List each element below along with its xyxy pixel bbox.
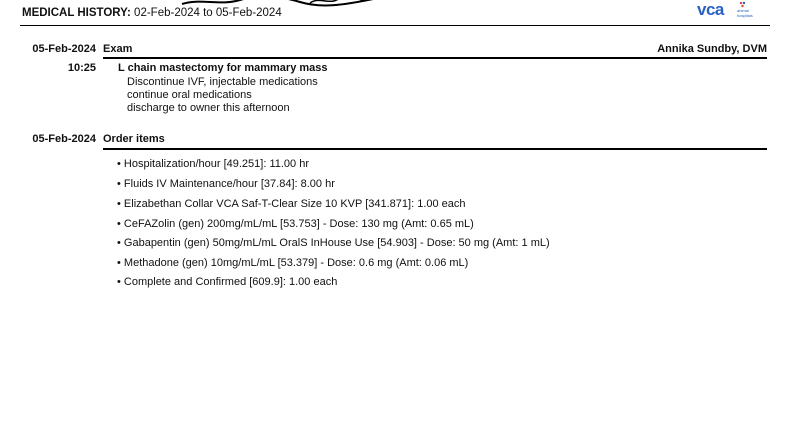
header-divider xyxy=(20,25,770,26)
order-item: • Hospitalization/hour [49.251]: 11.00 hr xyxy=(117,158,309,170)
order-item: • Complete and Confirmed [609.9]: 1.00 each xyxy=(117,276,338,288)
order-item: • Fluids IV Maintenance/hour [37.84]: 8.00 hr xyxy=(117,178,335,190)
exam-divider xyxy=(103,57,767,59)
header-date-range: 02-Feb-2024 to 05-Feb-2024 xyxy=(134,7,282,19)
exam-label: Exam xyxy=(103,43,133,55)
orders-label: Order items xyxy=(103,133,165,145)
logo-sub-1: animal xyxy=(737,8,749,13)
exam-date: 05-Feb-2024 xyxy=(32,43,96,55)
orders-divider xyxy=(103,148,767,150)
exam-note: discharge to owner this afternoon xyxy=(127,102,290,114)
logo-text: vca xyxy=(697,0,724,19)
page-header xyxy=(22,7,282,19)
exam-provider: Annika Sundby, DVM xyxy=(657,43,767,55)
logo-sub-2: hospitals xyxy=(737,12,753,18)
order-item: • Methadone (gen) 10mg/mL/mL [53.379] - Dose: 0.6 mg (Amt: 0.06 mL) xyxy=(117,257,469,269)
exam-time: 10:25 xyxy=(67,62,96,74)
order-item: • Elizabethan Collar VCA Saf-T-Clear Size 10 KVP [341.871]: 1.00 each xyxy=(117,198,466,210)
exam-note: continue oral medications xyxy=(127,89,252,101)
exam-title: L chain mastectomy for mammary mass xyxy=(118,62,328,74)
order-item: • Gabapentin (gen) 50mg/mL/mL OralS InHouse Use [54.903] - Dose: 50 mg (Amt: 1 mL) xyxy=(117,237,550,249)
vca-logo xyxy=(697,0,763,20)
logo-subtitle xyxy=(737,9,753,18)
order-item: • CeFAZolin (gen) 200mg/mL/mL [53.753] - Dose: 130 mg (Amt: 0.65 mL) xyxy=(117,218,474,230)
header-title-label: MEDICAL HISTORY: xyxy=(22,7,131,19)
orders-date: 05-Feb-2024 xyxy=(32,133,96,145)
exam-note: Discontinue IVF, injectable medications xyxy=(127,76,318,88)
